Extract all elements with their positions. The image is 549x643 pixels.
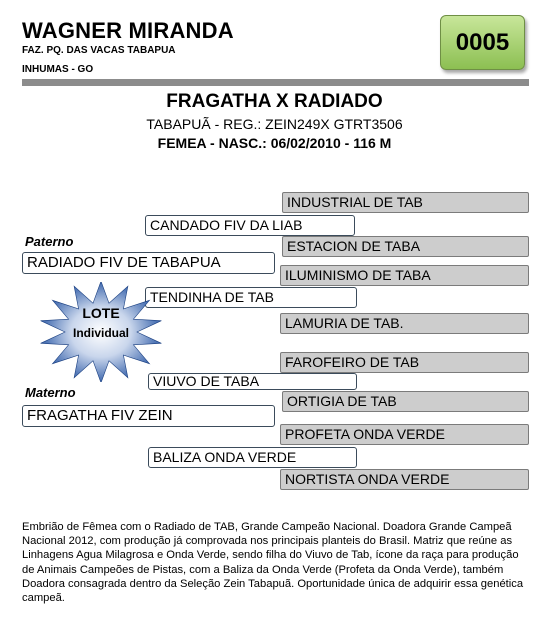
paternal-granddam: TENDINHA DE TAB — [145, 287, 357, 308]
great-grandparent-6: ORTIGIA DE TAB — [282, 391, 529, 412]
lot-number-badge: 0005 — [440, 15, 525, 70]
materno-label: Materno — [25, 385, 76, 400]
great-grandparent-7: PROFETA ONDA VERDE — [280, 424, 529, 445]
great-grandparent-4: LAMURIA DE TAB. — [280, 313, 529, 334]
great-grandparent-2: ESTACION DE TABA — [282, 236, 529, 257]
animal-origin: TABAPUÃ - REG.: ZEIN249X GTRT3506 — [146, 116, 403, 132]
lot-badge-line1: LOTE — [82, 305, 120, 321]
owner-name: WAGNER MIRANDA — [22, 18, 234, 43]
sire-box: RADIADO FIV DE TABAPUA — [22, 252, 275, 274]
maternal-granddam: BALIZA ONDA VERDE — [148, 447, 357, 468]
great-grandparent-3: ILUMINISMO DE TABA — [280, 265, 529, 286]
farm-city: INHUMAS - GO — [22, 64, 94, 75]
dam-box: FRAGATHA FIV ZEIN — [22, 405, 275, 427]
paterno-label: Paterno — [25, 234, 74, 249]
great-grandparent-1: INDUSTRIAL DE TAB — [282, 192, 529, 213]
great-grandparent-5: FAROFEIRO DE TAB — [280, 352, 529, 373]
header-divider — [22, 79, 529, 86]
lot-badge-line2: Individual — [72, 326, 129, 340]
lot-description: Embrião de Fêmea com o Radiado de TAB, Grande Campeão Nacional. Doadora Grande Campeã Nacional 2012, com produção já comprovada nos principais planteis do Brasil. Matriz que reúne as Linhagens Agua Milagrosa e Onda Verde, sendo filha do Viuvo de Tab, ícone da raça para produção de Animais Campeões de Pistas, com a Baliza da Onda Verde (Profeta da Onda Verde), também Doadora consagrada dentro da Seleção Zein Tabapuã. Oportunidade única de adquirir essa genética campeã. — [22, 521, 524, 605]
great-grandparent-8: NORTISTA ONDA VERDE — [280, 469, 529, 490]
maternal-grandsire: VIUVO DE TABA — [148, 373, 357, 390]
paternal-grandsire: CANDADO FIV DA LIAB — [145, 215, 355, 236]
farm-name: FAZ. PQ. DAS VACAS TABAPUA — [22, 45, 176, 56]
animal-title: FRAGATHA X RADIADO — [166, 91, 383, 112]
animal-info: FEMEA - NASC.: 06/02/2010 - 116 M — [157, 135, 392, 151]
